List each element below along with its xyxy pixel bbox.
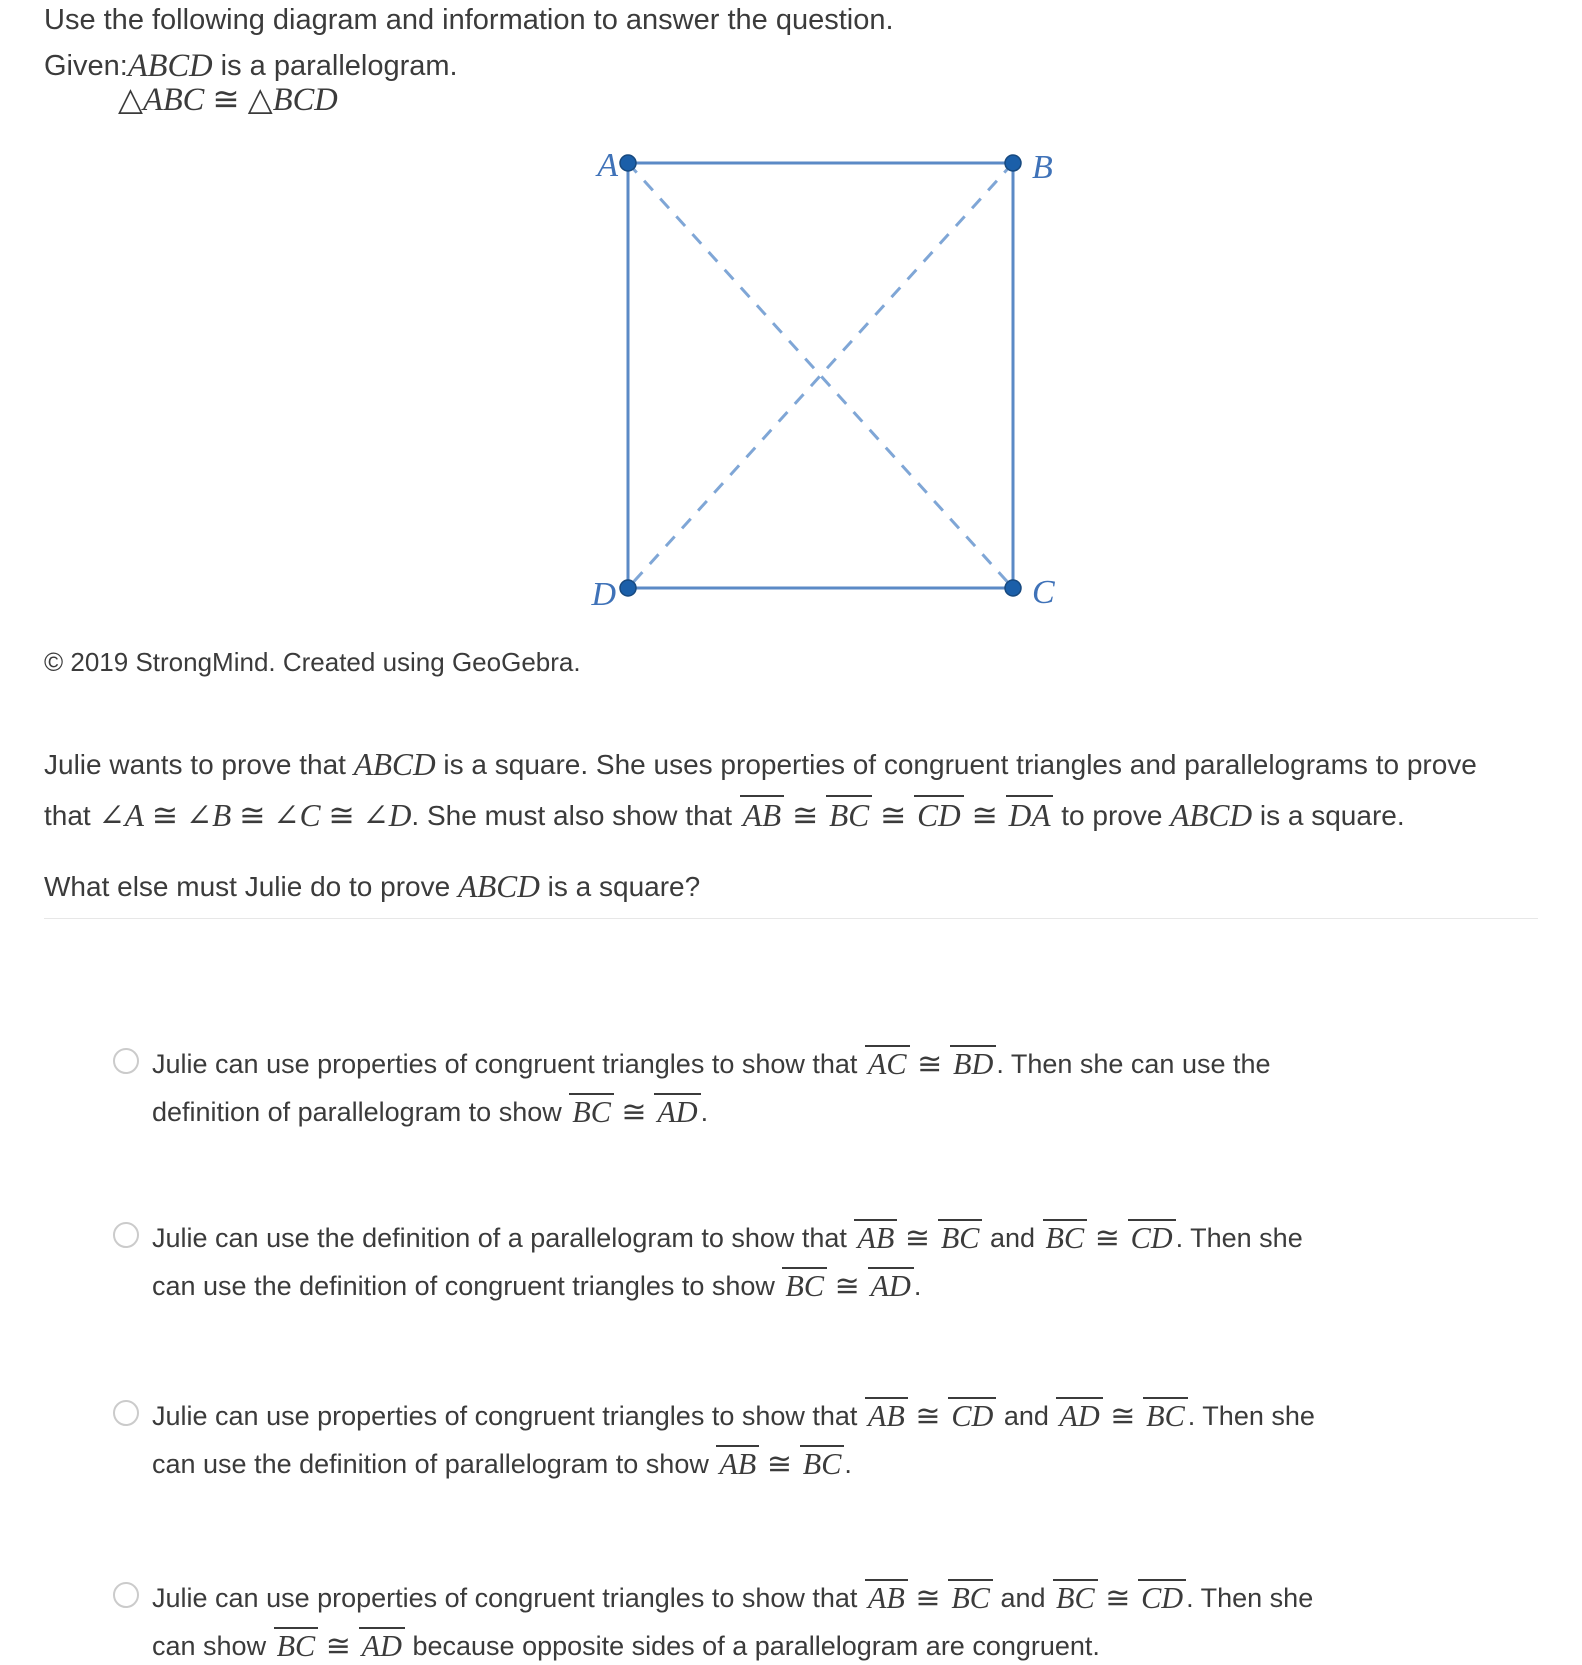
math-symbol: ≅: [907, 1581, 949, 1615]
option-3-line-1[interactable]: [152, 1396, 1315, 1435]
math-segment: ABCD: [457, 869, 540, 904]
text-segment: Julie can use the definition of a parallelogram to show that: [152, 1223, 855, 1253]
option-2-radio[interactable]: [113, 1222, 139, 1248]
math-symbol: ≅: [827, 1269, 868, 1303]
text-segment: Julie wants to prove that: [44, 749, 354, 780]
option-4-line-2[interactable]: [152, 1626, 1100, 1665]
section-divider: [44, 918, 1538, 919]
math-symbol: ≅: [231, 798, 274, 833]
math-segment-overline: BC: [1053, 1579, 1098, 1616]
text-segment: that: [44, 800, 99, 831]
math-segment-overline: BC: [800, 1445, 845, 1482]
math-segment-overline: AD: [654, 1093, 700, 1130]
math-segment-overline: CD: [948, 1397, 996, 1434]
math-symbol: △: [118, 82, 143, 118]
math-symbol: ≅: [613, 1095, 655, 1129]
math-segment-overline: BC: [569, 1093, 614, 1130]
math-segment-overline: AD: [1056, 1397, 1102, 1434]
math-symbol: ∠: [185, 798, 213, 833]
math-segment-overline: BD: [950, 1045, 996, 1082]
math-segment-overline: CD: [1128, 1219, 1176, 1256]
text-segment: .: [844, 1449, 852, 1479]
text-segment: .: [700, 1097, 709, 1127]
math-segment: BCD: [272, 82, 338, 118]
option-4-radio[interactable]: [113, 1582, 139, 1608]
option-3-radio[interactable]: [113, 1400, 139, 1426]
math-symbol: ≅: [318, 1629, 359, 1663]
vertex-label-b: B: [1032, 149, 1053, 186]
text-segment: to prove: [1053, 800, 1171, 831]
math-segment-overline: BC: [1143, 1397, 1188, 1434]
text-segment: . Then she: [1186, 1583, 1314, 1613]
triangle-congruence-statement: [118, 78, 338, 120]
text-segment: What else must Julie do to prove: [44, 871, 458, 902]
option-4-line-1[interactable]: [152, 1578, 1313, 1617]
math-symbol: ≅: [1087, 1221, 1128, 1255]
text-segment: can use the definition of parallelogram to show: [152, 1449, 717, 1479]
math-symbol: ∠: [98, 798, 125, 833]
math-symbol: ≅: [784, 798, 827, 833]
math-symbol: ≅: [897, 1221, 938, 1255]
math-segment-overline: CD: [1138, 1579, 1186, 1616]
math-segment-overline: AB: [865, 1397, 908, 1434]
text-segment: and: [992, 1583, 1054, 1613]
math-segment: ABC: [142, 82, 205, 118]
math-segment-overline: AB: [740, 795, 784, 833]
math-symbol: ∠: [362, 798, 389, 833]
vertex-label-c: C: [1032, 574, 1055, 611]
math-segment: A: [124, 798, 144, 833]
math-symbol: ∠: [273, 798, 300, 833]
text-segment: . She must also show that: [411, 800, 740, 831]
math-segment-overline: AB: [716, 1445, 759, 1482]
math-segment-overline: DA: [1006, 795, 1054, 833]
vertex-dot-d: [620, 580, 636, 596]
math-segment-overline: CD: [914, 795, 964, 833]
problem-paragraph-line-1: [44, 744, 1477, 785]
math-segment-overline: BC: [938, 1219, 983, 1256]
text-segment: Given:: [44, 50, 128, 82]
text-segment: .: [913, 1271, 922, 1301]
vertex-label-d: D: [591, 576, 616, 613]
option-2-line-2[interactable]: [152, 1266, 921, 1305]
option-1-line-2[interactable]: [152, 1092, 708, 1131]
text-segment: can show: [152, 1631, 274, 1661]
math-symbol: ≅: [143, 798, 186, 833]
option-2-line-1[interactable]: [152, 1218, 1303, 1257]
copyright-credit: © 2019 StrongMind. Created using GeoGebra.: [44, 647, 581, 677]
math-segment-overline: AC: [865, 1045, 910, 1082]
math-segment: ABCD: [1170, 798, 1253, 833]
math-symbol: △: [247, 82, 273, 118]
math-segment-overline: BC: [782, 1267, 827, 1304]
math-symbol: ≅: [1097, 1581, 1139, 1615]
vertex-label-a: A: [597, 147, 618, 184]
text-segment: . Then she: [1187, 1401, 1315, 1431]
text-segment: Julie can use properties of congruent triangles to show that: [152, 1583, 865, 1613]
math-segment: ABCD: [127, 48, 213, 84]
math-segment-overline: AD: [868, 1267, 914, 1304]
text-segment: is a parallelogram.: [212, 50, 458, 82]
math-symbol: ≅: [320, 798, 363, 833]
math-segment: ABCD: [353, 747, 436, 782]
problem-paragraph-line-2: [44, 794, 1405, 836]
math-segment-overline: AB: [865, 1579, 908, 1616]
parallelogram-diagram: [520, 120, 1080, 620]
text-segment: definition of parallelogram to show: [152, 1097, 570, 1127]
math-segment-overline: AB: [854, 1219, 897, 1256]
question-text: [44, 866, 700, 907]
vertex-dot-a: [620, 155, 636, 171]
math-symbol: ≅: [907, 1399, 949, 1433]
text-segment: . Then she can use the: [996, 1049, 1271, 1079]
text-segment: and: [982, 1223, 1043, 1253]
text-segment: is a square. She uses properties of congruent triangles and parallelograms to prove: [435, 749, 1477, 780]
math-segment-overline: BC: [948, 1579, 993, 1616]
text-segment: can use the definition of congruent triangles to show: [152, 1271, 783, 1301]
vertex-dot-b: [1005, 155, 1021, 171]
math-segment: B: [212, 798, 232, 833]
math-segment-overline: BC: [1043, 1219, 1088, 1256]
math-symbol: ≅: [963, 798, 1006, 833]
math-segment: C: [299, 798, 321, 833]
instruction-text: Use the following diagram and information to answer the question.: [44, 4, 894, 36]
option-1-line-1[interactable]: [152, 1044, 1271, 1083]
math-symbol: ≅: [759, 1447, 800, 1481]
math-segment-overline: AD: [359, 1627, 405, 1664]
option-1-radio[interactable]: [113, 1048, 139, 1074]
text-segment: and: [996, 1401, 1057, 1431]
text-segment: Julie can use properties of congruent triangles to show that: [152, 1049, 865, 1079]
text-segment: is a square.: [1252, 800, 1405, 831]
option-3-line-2[interactable]: [152, 1444, 852, 1483]
math-symbol: ≅: [872, 798, 915, 833]
text-segment: because opposite sides of a parallelogram are congruent.: [404, 1631, 1100, 1661]
math-symbol: ≅: [1102, 1399, 1144, 1433]
text-segment: . Then she: [1175, 1223, 1303, 1253]
math-segment-overline: BC: [826, 795, 872, 833]
math-segment-overline: BC: [274, 1627, 319, 1664]
vertex-dot-c: [1005, 580, 1021, 596]
math-symbol: ≅: [204, 82, 248, 118]
text-segment: Julie can use properties of congruent triangles to show that: [152, 1401, 865, 1431]
math-symbol: ≅: [909, 1047, 951, 1081]
text-segment: is a square?: [539, 871, 701, 902]
math-segment: D: [388, 798, 412, 833]
